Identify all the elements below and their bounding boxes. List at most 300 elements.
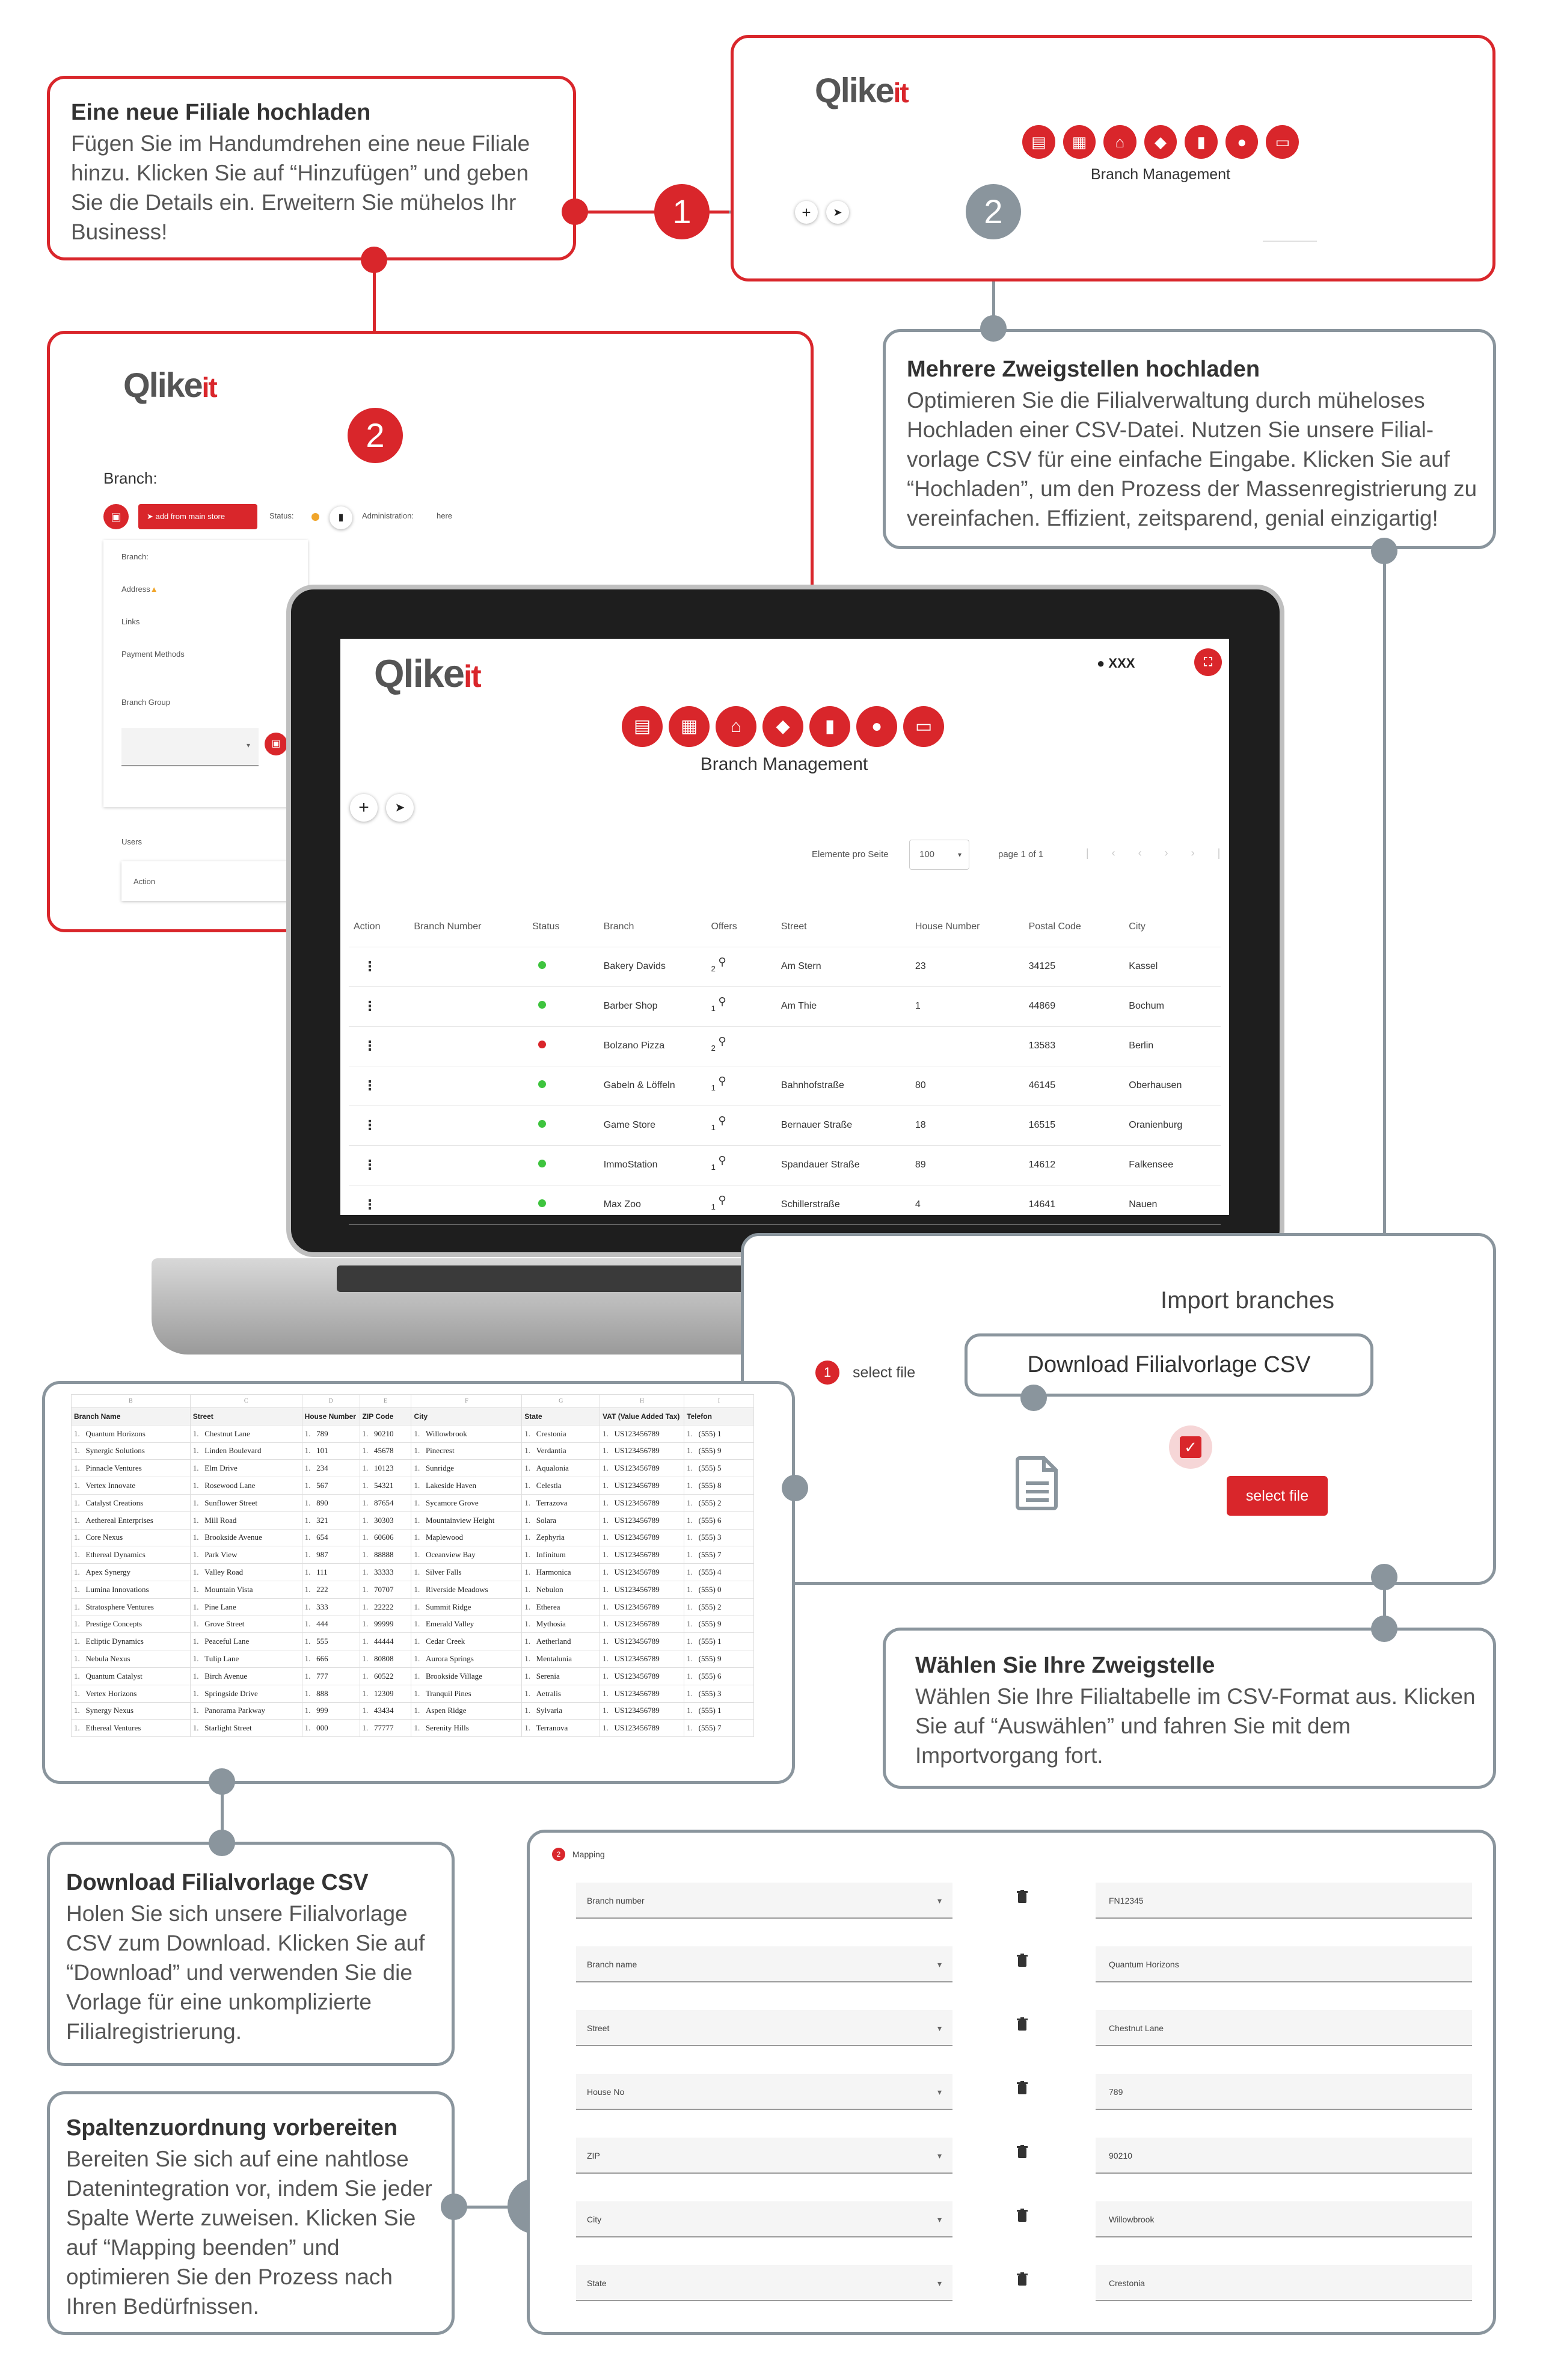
offers-count: 1 [711, 1202, 716, 1212]
qr-code-icon[interactable]: ▦ [1063, 125, 1096, 159]
mapping-value-field[interactable] [1096, 2074, 1472, 2110]
row-index: 1. [687, 1446, 699, 1456]
column-letter: E [360, 1395, 411, 1408]
spreadsheet-cell [360, 1460, 411, 1477]
spreadsheet-cell [600, 1685, 684, 1702]
offers-cell[interactable] [706, 1066, 776, 1105]
house-number-cell [910, 1026, 1024, 1066]
search-icon[interactable]: ⚲ [718, 956, 726, 968]
cell-value: 43434 [374, 1706, 394, 1715]
spreadsheet-cell [72, 1650, 191, 1668]
spreadsheet-header-cell: Branch Name [72, 1408, 191, 1425]
store-icon[interactable]: ▤ [622, 706, 663, 747]
table-header-row [349, 907, 1221, 947]
note-upload-branch [71, 98, 564, 247]
street-cell [776, 1026, 910, 1066]
spreadsheet-row [72, 1598, 754, 1616]
form-row-payment-methods[interactable]: Payment Methods [121, 650, 185, 659]
more-vert-icon[interactable]: ⋮ [363, 1118, 376, 1133]
cell-value: Park View [204, 1550, 238, 1560]
mapping-field-select[interactable] [576, 1883, 952, 1919]
spreadsheet-cell [522, 1581, 600, 1598]
cell-value: Vertex Horizons [85, 1688, 137, 1698]
spreadsheet-cell [600, 1460, 684, 1477]
delete-icon[interactable] [1016, 1954, 1028, 1967]
row-index: 1. [304, 1584, 317, 1594]
row-index: 1. [524, 1550, 536, 1560]
row-index: 1. [687, 1654, 699, 1664]
cell-value: Celestia [536, 1481, 562, 1490]
status-dot [538, 1199, 546, 1207]
postal-code-cell: 14612 [1024, 1145, 1124, 1185]
download-template-button[interactable]: Download Filialvorlage CSV [965, 1333, 1373, 1397]
row-actions-cell[interactable] [349, 947, 409, 986]
cell-value: Apex Synergy [85, 1567, 131, 1577]
cell-value: (555) 9 [698, 1446, 722, 1456]
mapping-field-select[interactable] [576, 2010, 952, 2046]
table-row[interactable] [349, 947, 1221, 986]
cell-value: Valley Road [204, 1567, 244, 1577]
spreadsheet-cell [411, 1564, 522, 1581]
cell-value: US123456789 [614, 1550, 660, 1560]
add-branch-button[interactable]: + [795, 201, 818, 224]
save-icon[interactable]: ▣ [103, 504, 129, 529]
spreadsheet-row [72, 1702, 754, 1720]
spreadsheet-cell [600, 1442, 684, 1460]
delete-icon[interactable] [1016, 1890, 1028, 1903]
table-row[interactable] [349, 1105, 1221, 1145]
cell-value: US123456789 [614, 1446, 660, 1456]
spreadsheet-header-cell: ZIP Code [360, 1408, 411, 1425]
cell-value: Birch Avenue [204, 1671, 248, 1680]
row-index: 1. [603, 1567, 615, 1577]
row-index: 1. [687, 1567, 699, 1577]
spreadsheet-cell [360, 1720, 411, 1737]
spreadsheet-cell [411, 1702, 522, 1720]
table-row[interactable] [349, 1026, 1221, 1066]
spreadsheet-row [72, 1460, 754, 1477]
spreadsheet-cell [72, 1442, 191, 1460]
branch-number-cell [409, 1105, 527, 1145]
qr-code-icon[interactable]: ▦ [669, 706, 710, 747]
row-index: 1. [304, 1706, 317, 1715]
spreadsheet-cell [684, 1494, 754, 1511]
column-header[interactable]: Branch [599, 907, 707, 947]
search-icon[interactable]: ⚲ [718, 1115, 726, 1127]
spreadsheet-cell [411, 1529, 522, 1546]
spreadsheet-cell [411, 1477, 522, 1495]
per-page-label: Elemente pro Seite [812, 849, 889, 859]
cell-value: 99999 [374, 1619, 394, 1629]
row-index: 1. [304, 1463, 317, 1473]
row-index: 1. [603, 1428, 615, 1438]
row-index: 1. [362, 1723, 375, 1733]
more-vert-icon[interactable]: ⋮ [363, 998, 376, 1013]
search-icon[interactable]: ⚲ [718, 1035, 726, 1048]
mapping-value-field[interactable] [1096, 1946, 1472, 1982]
cell-value: 90210 [374, 1428, 394, 1438]
postal-code-cell: 13583 [1024, 1026, 1124, 1066]
more-vert-icon[interactable]: ⋮ [363, 1157, 376, 1172]
row-index: 1. [524, 1671, 536, 1680]
row-index: 1. [524, 1619, 536, 1629]
cell-value: 890 [316, 1498, 328, 1507]
spreadsheet-cell [72, 1633, 191, 1650]
offers-count: 1 [711, 1163, 716, 1172]
delete-icon[interactable] [1016, 2017, 1028, 2031]
spreadsheet-cell [302, 1494, 360, 1511]
cell-value: 000 [316, 1723, 328, 1733]
form-row-links[interactable]: Links [121, 617, 140, 626]
house-number-cell: 89 [910, 1145, 1024, 1185]
cell-value: (555) 0 [698, 1584, 722, 1594]
map-icon[interactable]: ▮ [1185, 125, 1218, 159]
spreadsheet-cell [190, 1460, 302, 1477]
cell-value: Grove Street [204, 1619, 245, 1629]
row-index: 1. [304, 1428, 317, 1438]
cell-value: Willowbrook [425, 1428, 467, 1438]
spreadsheet-cell [360, 1425, 411, 1442]
spreadsheet-cell [600, 1616, 684, 1633]
row-index: 1. [74, 1498, 86, 1507]
spreadsheet-cell [600, 1511, 684, 1529]
row-actions-cell[interactable] [349, 1145, 409, 1185]
spreadsheet-cell [360, 1667, 411, 1685]
column-header[interactable]: Action [349, 907, 409, 947]
offers-cell[interactable] [706, 1185, 776, 1225]
offers-cell[interactable] [706, 1105, 776, 1145]
cell-value: Chestnut Lane [204, 1428, 250, 1438]
cell-value: (555) 2 [698, 1602, 722, 1611]
cell-value: Ecliptic Dynamics [85, 1637, 144, 1646]
laptop-screen [340, 639, 1244, 1215]
mapping-field-label: Branch name [587, 1960, 637, 1969]
column-header[interactable]: Offers [706, 907, 776, 947]
user-icon: ● [1097, 656, 1105, 671]
mapping-field-select[interactable] [576, 2074, 952, 2110]
mapping-value-field[interactable] [1096, 1883, 1472, 1919]
people-icon[interactable]: ● [1225, 125, 1259, 159]
store-icon[interactable]: ▤ [1022, 125, 1055, 159]
street-cell: Spandauer Straße [776, 1145, 910, 1185]
spreadsheet-header-cell: State [522, 1408, 600, 1425]
cell-value: 30303 [374, 1515, 394, 1525]
mapping-value-field[interactable] [1096, 2201, 1472, 2237]
cell-value: Aurora Springs [425, 1654, 474, 1664]
prev-page-icon[interactable]: ‹ [1138, 847, 1165, 859]
per-page-select[interactable] [909, 840, 969, 870]
note-choose-branch [915, 1651, 1480, 1770]
chevron-down-icon: ▾ [937, 2151, 942, 2160]
row-index: 1. [524, 1463, 536, 1473]
row-index: 1. [304, 1723, 317, 1733]
row-index: 1. [414, 1584, 426, 1594]
mapping-value-field[interactable] [1096, 2265, 1472, 2301]
spreadsheet-cell [600, 1425, 684, 1442]
branch-cell: Gabeln & Löffeln [599, 1066, 707, 1105]
upload-csv-button[interactable]: ➤ [386, 794, 414, 822]
cell-value: Quantum Catalyst [85, 1671, 143, 1680]
last-page-icon[interactable]: ›| [1191, 847, 1244, 859]
spreadsheet-cell [302, 1702, 360, 1720]
spreadsheet-header-cell: VAT (Value Added Tax) [600, 1408, 684, 1425]
row-index: 1. [304, 1654, 317, 1664]
table-row[interactable] [349, 1145, 1221, 1185]
upload-csv-button[interactable]: ➤ [826, 201, 849, 224]
row-index: 1. [687, 1584, 699, 1594]
cell-value: Sylvaria [536, 1706, 563, 1715]
mapping-field-select[interactable] [576, 2265, 952, 2301]
cell-value: (555) 9 [698, 1619, 722, 1629]
spreadsheet-header-cell: Street [190, 1408, 302, 1425]
cell-value: Emerald Valley [425, 1619, 474, 1629]
delete-icon[interactable] [1016, 2209, 1028, 2222]
spreadsheet-cell [411, 1650, 522, 1668]
row-index: 1. [304, 1619, 317, 1629]
spreadsheet-cell [190, 1650, 302, 1668]
branch-management-title: Branch Management [700, 754, 868, 774]
save-icon[interactable]: ▣ [265, 733, 287, 755]
chevron-down-icon: ▾ [937, 2215, 942, 2224]
search-icon[interactable]: ⚲ [718, 1154, 726, 1167]
house-number-cell: 18 [910, 1105, 1024, 1145]
branch-number-cell [409, 1145, 527, 1185]
cell-value: (555) 7 [698, 1550, 722, 1560]
status-dot [538, 1120, 546, 1128]
row-index: 1. [192, 1654, 205, 1664]
offers-cell[interactable] [706, 947, 776, 986]
spreadsheet-cell [360, 1529, 411, 1546]
row-index: 1. [687, 1498, 699, 1507]
administration-label: Administration: [362, 511, 414, 520]
cell-value: Terranova [536, 1723, 568, 1733]
table-row[interactable] [349, 1066, 1221, 1105]
column-header[interactable]: Street [776, 907, 910, 947]
offers-cell[interactable] [706, 986, 776, 1026]
row-index: 1. [362, 1446, 375, 1456]
cell-value: Tranquil Pines [425, 1688, 471, 1698]
branch-group-select[interactable] [121, 728, 259, 766]
step-two-badge: 2 [348, 408, 403, 463]
row-index: 1. [74, 1550, 86, 1560]
mapping-field-select[interactable] [576, 2138, 952, 2174]
cell-value: Sycamore Grove [425, 1498, 479, 1507]
city-cell: Oberhausen [1124, 1066, 1221, 1105]
column-header[interactable]: Branch Number [409, 907, 527, 947]
column-header[interactable]: Postal Code [1024, 907, 1124, 947]
row-index: 1. [74, 1481, 86, 1490]
offers-count: 1 [711, 1123, 716, 1133]
spreadsheet-cell [522, 1460, 600, 1477]
more-vert-icon[interactable]: ⋮ [363, 1078, 376, 1093]
table-row[interactable] [349, 1185, 1221, 1225]
spreadsheet-row [72, 1720, 754, 1737]
spreadsheet-cell [190, 1720, 302, 1737]
spreadsheet-cell [684, 1720, 754, 1737]
row-index: 1. [603, 1723, 615, 1733]
user-menu[interactable] [1097, 656, 1135, 671]
per-page-value: 100 [919, 849, 935, 859]
cell-value: Nebula Nexus [85, 1654, 130, 1664]
cell-value: Brookside Village [425, 1671, 482, 1680]
row-index: 1. [524, 1446, 536, 1456]
add-from-main-store-button[interactable] [138, 504, 257, 529]
cell-value: Springside Drive [204, 1688, 258, 1698]
chevron-down-icon: ▾ [937, 2023, 942, 2033]
bank-icon[interactable]: ⌂ [716, 706, 756, 747]
cell-value: Pinnacle Ventures [85, 1463, 142, 1473]
row-actions-cell[interactable] [349, 1066, 409, 1105]
form-row-address[interactable]: Address▲ [121, 585, 158, 594]
spreadsheet-cell [190, 1702, 302, 1720]
spreadsheet-cell [190, 1564, 302, 1581]
house-number-cell: 23 [910, 947, 1024, 986]
more-vert-icon[interactable]: ⋮ [363, 1038, 376, 1053]
row-index: 1. [192, 1533, 205, 1542]
offers-cell[interactable] [706, 1145, 776, 1185]
mapping-value-field[interactable] [1096, 2138, 1472, 2174]
next-page-icon[interactable]: › [1164, 847, 1191, 859]
spreadsheet-cell [684, 1564, 754, 1581]
mapping-field-label: City [587, 2215, 602, 2224]
spreadsheet-cell [72, 1511, 191, 1529]
spreadsheet-cell [302, 1581, 360, 1598]
status-cell [527, 947, 598, 986]
connector-dot [1020, 1385, 1047, 1411]
form-sections [103, 540, 308, 807]
bank-icon[interactable]: ⌂ [1103, 125, 1136, 159]
step-two-icon: 2 [552, 1848, 565, 1861]
spreadsheet-cell [190, 1581, 302, 1598]
spreadsheet-row [72, 1667, 754, 1685]
delete-icon[interactable] [1016, 2081, 1028, 2094]
fullscreen-icon[interactable]: ⛶ [1194, 648, 1222, 676]
branch-cell: Barber Shop [599, 986, 707, 1026]
row-actions-cell[interactable] [349, 1105, 409, 1145]
table-row[interactable] [349, 986, 1221, 1026]
cell-value: Zephyria [536, 1533, 565, 1542]
spreadsheet-cell [72, 1460, 191, 1477]
branch-form-heading: Branch: [103, 469, 158, 487]
add-branch-button[interactable]: + [350, 794, 378, 822]
mapping-value-field[interactable] [1096, 2010, 1472, 2046]
connector-dot [980, 315, 1007, 342]
cell-value: (555) 8 [698, 1481, 722, 1490]
spreadsheet-cell [522, 1720, 600, 1737]
row-actions-cell[interactable] [349, 1185, 409, 1225]
spreadsheet-cell [684, 1442, 754, 1460]
row-index: 1. [304, 1688, 317, 1698]
calendar-icon[interactable]: ▭ [1266, 125, 1299, 159]
spreadsheet-cell [684, 1529, 754, 1546]
spreadsheet-row [72, 1477, 754, 1495]
delete-icon[interactable] [1016, 2272, 1028, 2286]
cell-value: Prestige Concepts [85, 1619, 143, 1629]
mapping-value: Crestonia [1109, 2278, 1145, 2288]
column-header[interactable]: City [1124, 907, 1221, 947]
spreadsheet-cell [522, 1511, 600, 1529]
row-index: 1. [687, 1550, 699, 1560]
tag-icon[interactable]: ◆ [1144, 125, 1177, 159]
spreadsheet-cell [360, 1511, 411, 1529]
status-dot [538, 1041, 546, 1048]
cell-value: 12309 [374, 1688, 394, 1698]
spreadsheet-cell [302, 1442, 360, 1460]
search-icon[interactable]: ⚲ [718, 1075, 726, 1087]
row-index: 1. [74, 1567, 86, 1577]
note-body: Wählen Sie Ihre Filialtabelle im CSV-Format aus. Klicken Sie auf “Auswählen” und fahren Sie mit dem Importvorgang fort. [915, 1684, 1476, 1768]
mapping-field-select[interactable] [576, 1946, 952, 1982]
first-page-icon[interactable]: |‹ [1086, 847, 1138, 859]
spreadsheet-cell [190, 1616, 302, 1633]
spreadsheet-table [71, 1394, 754, 1737]
search-icon[interactable]: ⚲ [718, 1194, 726, 1207]
cell-value: US123456789 [614, 1688, 660, 1698]
cell-value: (555) 1 [698, 1706, 722, 1715]
row-index: 1. [192, 1602, 205, 1611]
cell-value: US123456789 [614, 1602, 660, 1611]
spreadsheet-cell [190, 1546, 302, 1564]
cell-value: Etherea [536, 1602, 560, 1611]
search-icon[interactable]: ⚲ [718, 995, 726, 1008]
more-vert-icon[interactable]: ⋮ [363, 1197, 376, 1212]
row-index: 1. [603, 1671, 615, 1680]
note-title: Mehrere Zweigstellen hochladen [907, 357, 1260, 382]
spreadsheet-cell [72, 1581, 191, 1598]
cell-value: 60522 [374, 1671, 394, 1680]
row-index: 1. [192, 1706, 205, 1715]
map-icon[interactable]: ▮ [809, 706, 850, 747]
cell-value: Pine Lane [204, 1602, 236, 1611]
checkbox-checked-icon: ✓ [1180, 1436, 1201, 1458]
people-icon[interactable]: ● [856, 706, 897, 747]
spreadsheet-cell [411, 1598, 522, 1616]
column-header[interactable]: House Number [910, 907, 1024, 947]
form-row-branch[interactable]: Branch: [121, 552, 149, 561]
select-file-button[interactable]: select file [1227, 1476, 1328, 1516]
delete-icon[interactable] [1016, 2145, 1028, 2158]
cell-value: 654 [316, 1533, 328, 1542]
tag-icon[interactable]: ◆ [762, 706, 803, 747]
cell-value: (555) 4 [698, 1567, 722, 1577]
cell-value: Summit Ridge [425, 1602, 471, 1611]
offers-cell[interactable] [706, 1026, 776, 1066]
column-header[interactable]: Status [527, 907, 598, 947]
cell-value: Verdantia [536, 1446, 566, 1456]
spreadsheet-cell [522, 1616, 600, 1633]
spreadsheet-cell [600, 1702, 684, 1720]
mapping-field-select[interactable] [576, 2201, 952, 2237]
checkbox-highlight[interactable] [1169, 1425, 1212, 1469]
map-icon[interactable]: ▮ [330, 506, 352, 529]
note-title: Spaltenzuordnung vorbereiten [66, 2115, 398, 2141]
row-index: 1. [603, 1602, 615, 1611]
more-vert-icon[interactable]: ⋮ [363, 959, 376, 974]
branch-number-cell [409, 1026, 527, 1066]
row-index: 1. [192, 1637, 205, 1646]
postal-code-cell: 44869 [1024, 986, 1124, 1026]
row-index: 1. [192, 1619, 205, 1629]
row-index: 1. [687, 1723, 699, 1733]
row-actions-cell[interactable] [349, 986, 409, 1026]
row-index: 1. [603, 1619, 615, 1629]
row-index: 1. [524, 1584, 536, 1594]
spreadsheet-cell [411, 1685, 522, 1702]
row-actions-cell[interactable] [349, 1026, 409, 1066]
row-index: 1. [524, 1567, 536, 1577]
calendar-icon[interactable]: ▭ [903, 706, 944, 747]
cell-value: Tulip Lane [204, 1654, 239, 1664]
